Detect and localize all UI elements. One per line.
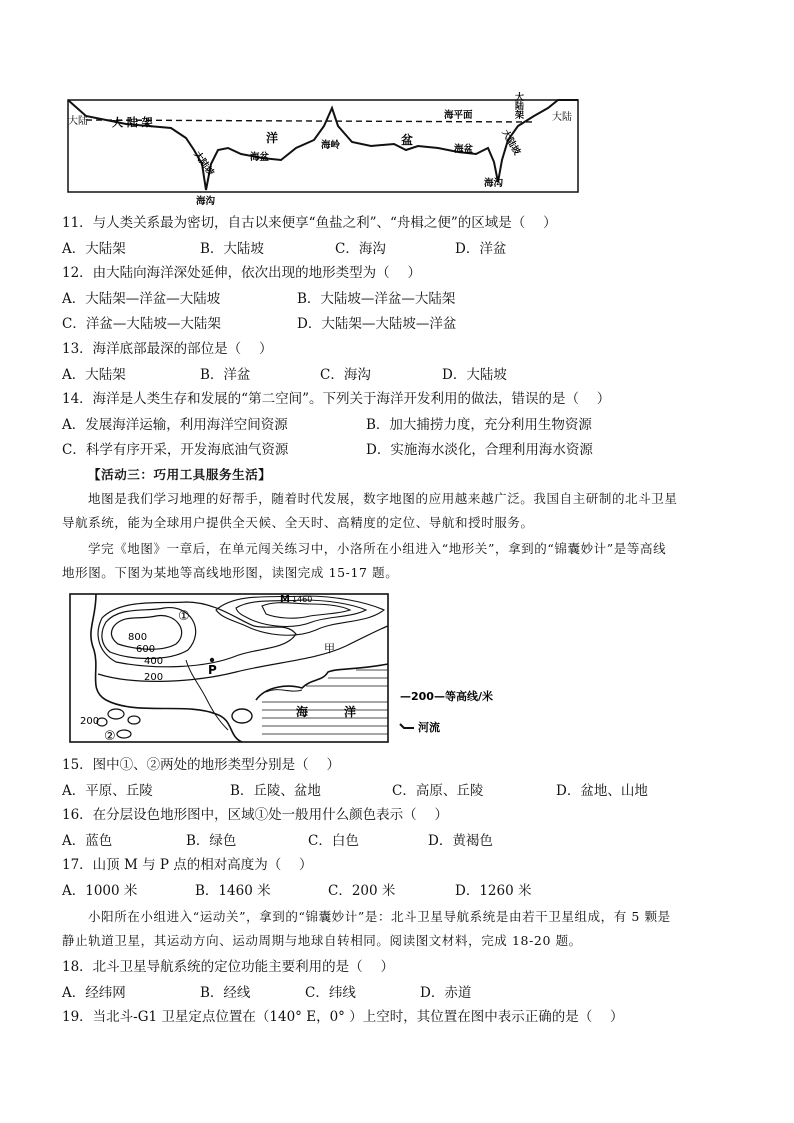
q12-option-c[interactable]: C．洋盆—大陆坡—大陆架: [62, 316, 221, 332]
label-shelf-left: 大 陆 架: [112, 116, 153, 129]
q11-stem: 11．与人类关系最为密切，自古以来便享“鱼盐之利”、“舟楫之便”的区域是（ ）: [62, 215, 557, 231]
q15-option-a[interactable]: A．平原、丘陵: [62, 783, 153, 799]
label-contour-400: 400: [144, 656, 164, 667]
island-2: [128, 716, 140, 724]
q12-stem: 12．由大陆向海洋深处延伸，依次出现的地形类型为（ ）: [62, 265, 421, 281]
q11-option-b[interactable]: B．大陆坡: [200, 241, 264, 257]
q14-stem: 14．海洋是人类生存和发展的“第二空间”。下列关于海洋开发利用的做法，错误的是（ ）: [62, 391, 611, 407]
contour-m-3: [262, 603, 350, 618]
q15-option-c[interactable]: C．高原、丘陵: [392, 783, 484, 799]
label-sea-level: 海平面: [444, 110, 473, 121]
label-basin-left: 海盆: [250, 152, 270, 163]
q16-option-d[interactable]: D．黄褐色: [428, 833, 493, 849]
q15-option-b[interactable]: B．丘陵、盆地: [230, 783, 321, 799]
q11-option-a[interactable]: A．大陆架: [62, 241, 126, 257]
activity3-para1-line2: 导航系统，能为全球用户提供全天候、全天时、高精度的定位、导航和授时服务。: [62, 515, 534, 530]
q19-stem: 19．当北斗-G1 卫星定点位置在（140° E，0° ）上空时，其位置在图中表示正确的是（ ）: [62, 1009, 624, 1025]
q17-stem: 17．山顶 M 与 P 点的相对高度为（ ）: [62, 857, 313, 873]
q14-option-b[interactable]: B．加大捕捞力度，充分利用生物资源: [366, 417, 592, 433]
q17-option-c[interactable]: C．200 米: [328, 883, 396, 899]
river-east: [266, 690, 302, 692]
q14-option-c[interactable]: C．科学有序开采，开发海底油气资源: [62, 442, 289, 458]
label-peak-m: M: [280, 594, 290, 605]
q12-option-d[interactable]: D．大陆架—大陆坡—洋盆: [297, 316, 457, 332]
island-1: [108, 709, 124, 719]
label-ridge: 海岭: [321, 140, 341, 151]
point-p-marker: [210, 658, 214, 662]
activity3-para3-line2: 静止轨道卫星，其运动方向、运动周期与地球自转相同。阅读图文材料，完成 18-20 题。: [62, 933, 582, 948]
label-contour-800: 800: [128, 632, 148, 643]
q14-option-d[interactable]: D．实施海水淡化，合理利用海水资源: [366, 442, 593, 458]
activity3-para3-line1: 小阳所在小组进入“运动关”，拿到的“锦囊妙计”是：北斗卫星导航系统是由若干卫星组成，有 5 颗是: [88, 909, 671, 924]
island-4: [117, 730, 131, 738]
contour-map-figure: [66, 590, 526, 746]
legend-contour: —200—等高线/米: [400, 690, 493, 703]
activity3-para2-line2: 地形图。下图为某地等高线地形图，读图完成 15-17 题。: [62, 565, 399, 580]
q18-option-c[interactable]: C．纬线: [305, 985, 356, 1001]
q18-option-a[interactable]: A．经纬网: [62, 985, 126, 1001]
label-point-p: P: [208, 663, 217, 677]
activity3-para1-line1: 地图是我们学习地理的好帮手，随着时代发展，数字地图的应用越来越广泛。我国自主研制的北斗卫星: [88, 491, 678, 506]
q14-option-a[interactable]: A．发展海洋运输，利用海洋空间资源: [62, 417, 288, 433]
label-region-1: ①: [178, 609, 190, 624]
q13-option-d[interactable]: D．大陆坡: [442, 367, 507, 383]
q15-option-d[interactable]: D．盆地、山地: [556, 783, 648, 799]
river: [186, 660, 228, 730]
label-slope-right: 大陆坡: [499, 128, 522, 157]
label-contour-200-sea: 200: [80, 716, 100, 727]
island-5: [232, 709, 252, 723]
label-basin-right: 海盆: [454, 144, 474, 155]
activity3-para2-line1: 学完《地图》一章后，在单元闯关练习中，小洛所在小组进入“地形关”，拿到的“锦囊妙计”是等高线: [88, 541, 667, 556]
q13-option-c[interactable]: C．海沟: [320, 367, 371, 383]
q12-option-b[interactable]: B．大陆坡—洋盆—大陆架: [297, 291, 456, 307]
q16-option-a[interactable]: A．蓝色: [62, 833, 113, 849]
q13-option-b[interactable]: B．洋盆: [200, 367, 251, 383]
q18-option-b[interactable]: B．经线: [200, 985, 251, 1001]
q18-option-d[interactable]: D．赤道: [420, 985, 472, 1001]
q11-option-d[interactable]: D．洋盆: [455, 241, 507, 257]
label-sea: 海: [296, 705, 309, 719]
label-jia: 甲: [324, 642, 335, 655]
q17-option-a[interactable]: A．1000 米: [62, 883, 138, 899]
label-trench-left: 海沟: [196, 196, 216, 207]
label-region-2: ②: [104, 729, 116, 744]
label-slope-left: 大陆坡: [191, 149, 216, 178]
q16-option-b[interactable]: B．绿色: [186, 833, 237, 849]
label-ocean-2: 洋: [344, 705, 357, 719]
label-trench-right: 海沟: [484, 178, 504, 189]
label-contour-200: 200: [144, 672, 164, 683]
q12-option-a[interactable]: A．大陆架—洋盆—大陆坡: [62, 291, 221, 307]
label-continent-left: 大陆: [68, 116, 88, 127]
legend-river: 河流: [418, 721, 440, 734]
label-contour-600: 600: [136, 644, 156, 655]
q16-option-c[interactable]: C．白色: [308, 833, 359, 849]
q13-stem: 13．海洋底部最深的部位是（ ）: [62, 341, 273, 357]
legend-river-symbol: [400, 724, 414, 728]
q17-option-b[interactable]: B．1460 米: [195, 883, 271, 899]
label-shelf-right: 大陆架: [513, 92, 523, 119]
label-basin: 盆: [401, 133, 414, 147]
q18-stem: 18．北斗卫星导航系统的定位功能主要利用的是（ ）: [62, 959, 394, 975]
q17-option-d[interactable]: D．1260 米: [455, 883, 532, 899]
q15-stem: 15．图中①、②两处的地形类型分别是（ ）: [62, 757, 340, 773]
ocean-hatch: [262, 670, 388, 734]
q13-option-a[interactable]: A．大陆架: [62, 367, 126, 383]
label-ocean: 洋: [266, 131, 279, 145]
seafloor-profile-figure: [66, 86, 582, 207]
label-continent-right: 大陆: [552, 112, 572, 123]
coastline-east: [256, 664, 388, 700]
q16-stem: 16．在分层设色地形图中，区域①处一般用什么颜色表示（ ）: [62, 807, 448, 823]
activity3-heading: 【活动三：巧用工具服务生活】: [88, 467, 272, 482]
q11-option-c[interactable]: C．海沟: [335, 241, 386, 257]
label-peak-height: 1460: [292, 595, 313, 604]
